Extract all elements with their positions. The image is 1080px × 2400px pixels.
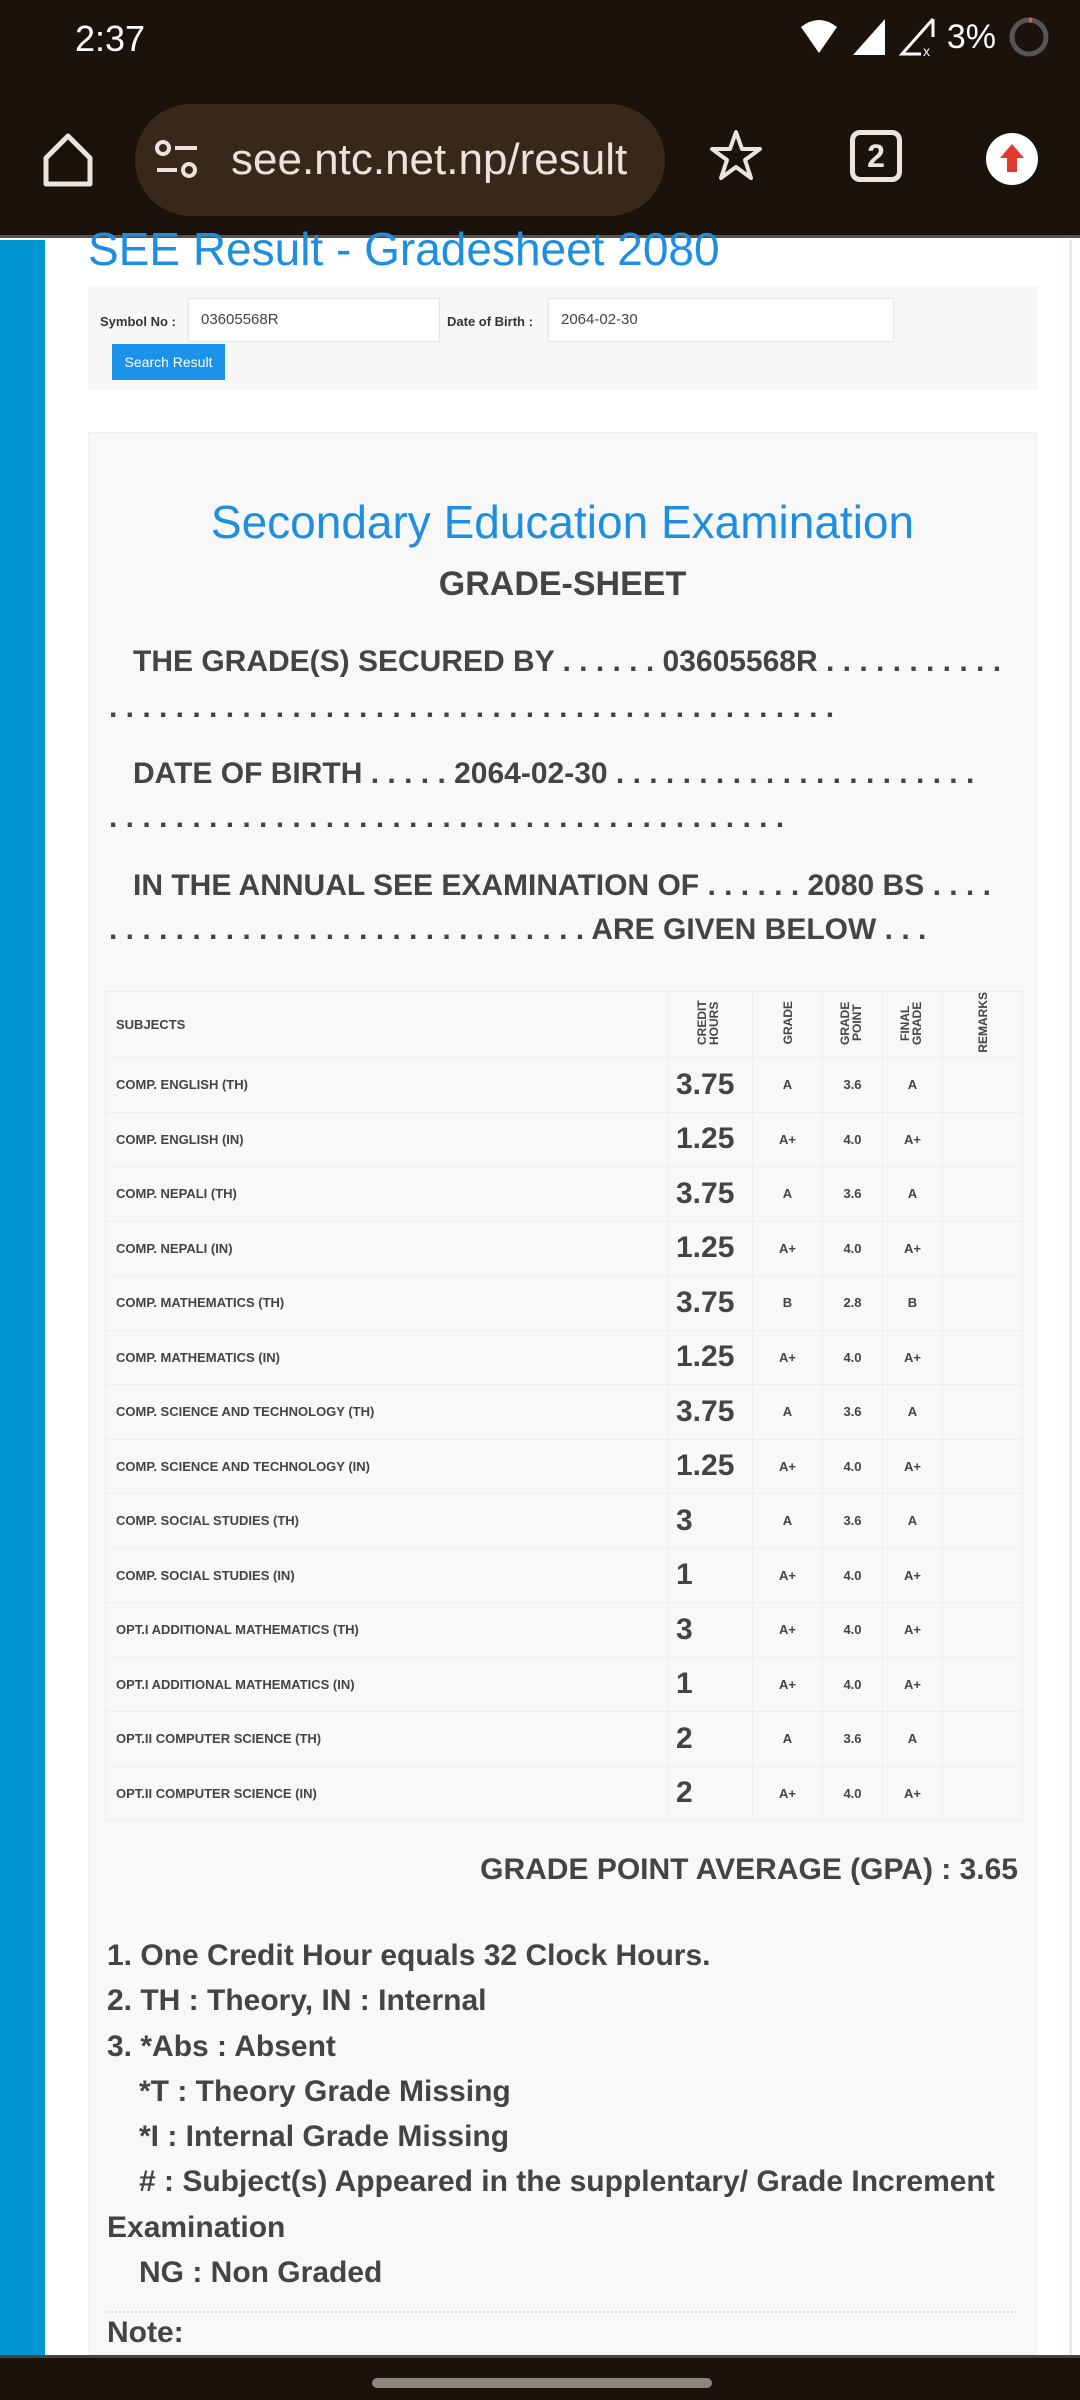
note-1: 1. One Credit Hour equals 32 Clock Hours. (107, 1939, 711, 1972)
grade-point: 4.0 (823, 1603, 883, 1658)
status-bar (0, 0, 1080, 100)
tab-count: 2 (867, 137, 885, 174)
final-grade: A+ (883, 1548, 943, 1603)
sidebar-accent (0, 240, 45, 2355)
table-row (106, 1657, 1023, 1712)
note-theory-missing: *T : Theory Grade Missing (139, 2074, 511, 2108)
note-supplementary-cont: Examination (107, 2210, 286, 2244)
final-grade: A+ (883, 1766, 943, 1821)
table-row (106, 1167, 1023, 1222)
final-grade: A+ (883, 1603, 943, 1658)
exam-line: IN THE ANNUAL SEE EXAMINATION OF . . . . . . 2080 BS . . . . (133, 869, 991, 902)
final-grade: A (883, 1385, 943, 1440)
grade-point: 2.8 (823, 1276, 883, 1331)
final-grade: A+ (883, 1112, 943, 1167)
credit-hours: 2 (668, 1766, 753, 1821)
battery-percent: 3% (946, 17, 996, 56)
grade-point: 4.0 (823, 1112, 883, 1167)
grade: A+ (753, 1112, 823, 1167)
dob-label: Date of Birth : (447, 314, 533, 329)
subject-name: OPT.I ADDITIONAL MATHEMATICS (TH) (106, 1603, 668, 1658)
table-row (106, 1439, 1023, 1494)
bookmark-star-icon[interactable] (708, 128, 764, 184)
final-grade: B (883, 1276, 943, 1331)
remarks (943, 1112, 1023, 1167)
subject-name: COMP. NEPALI (TH) (106, 1167, 668, 1222)
final-grade: A (883, 1058, 943, 1113)
grade-point: 4.0 (823, 1548, 883, 1603)
credit-hours: 3.75 (668, 1167, 753, 1222)
grades-table (105, 991, 1023, 1821)
grade-point: 4.0 (823, 1439, 883, 1494)
symbol-label: Symbol No : (100, 314, 176, 329)
grade: A+ (753, 1657, 823, 1712)
subject-name: OPT.I ADDITIONAL MATHEMATICS (IN) (106, 1657, 668, 1712)
credit-hours: 1.25 (668, 1439, 753, 1494)
navigation-bar (0, 2355, 1080, 2400)
final-grade: A (883, 1494, 943, 1549)
remarks (943, 1712, 1023, 1767)
svg-text:x: x (922, 43, 930, 57)
grade: A (753, 1494, 823, 1549)
table-row (106, 1766, 1023, 1821)
secured-by-dots: . . . . . . . . . . . . . . . . . . . . . . . . . . . . . . . . . . . . . . . . . . . . (109, 691, 835, 724)
grade-sheet (88, 432, 1037, 2355)
exam-heading: Secondary Education Examination (210, 496, 915, 548)
credit-hours: 1 (668, 1548, 753, 1603)
credit-hours: 3.75 (668, 1385, 753, 1440)
remarks (943, 1548, 1023, 1603)
grade-point: 4.0 (823, 1766, 883, 1821)
dob-dots: . . . . . . . . . . . . . . . . . . . . . . . . . . . . . . . . . . . . . . . . . (109, 801, 785, 834)
remarks (943, 1330, 1023, 1385)
grade: A (753, 1712, 823, 1767)
final-grade: A+ (883, 1439, 943, 1494)
credit-hours: 1.25 (668, 1221, 753, 1276)
subject-name: COMP. NEPALI (IN) (106, 1221, 668, 1276)
col-remarks: REMARKS (975, 992, 990, 1053)
subject-name: COMP. SOCIAL STUDIES (TH) (106, 1494, 668, 1549)
subject-name: COMP. SCIENCE AND TECHNOLOGY (TH) (106, 1385, 668, 1440)
table-row (106, 1112, 1023, 1167)
battery-icon (1008, 16, 1050, 58)
note-supplementary: # : Subject(s) Appeared in the supplentary/ Grade Increment (139, 2165, 995, 2199)
credit-hours: 1.25 (668, 1330, 753, 1385)
grade: A+ (753, 1221, 823, 1276)
grade: A+ (753, 1603, 823, 1658)
final-grade: A+ (883, 1657, 943, 1712)
grade: A+ (753, 1330, 823, 1385)
credit-hours: 3 (668, 1494, 753, 1549)
search-result-button[interactable]: Search Result (112, 344, 225, 380)
remarks (943, 1766, 1023, 1821)
grade-point: 4.0 (823, 1221, 883, 1276)
table-header (106, 992, 1023, 1058)
subject-name: COMP. MATHEMATICS (TH) (106, 1276, 668, 1331)
grade: A+ (753, 1766, 823, 1821)
gesture-handle[interactable] (372, 2378, 712, 2388)
credit-hours: 3.75 (668, 1276, 753, 1331)
grade-point: 3.6 (823, 1494, 883, 1549)
signal-icon (851, 17, 887, 57)
grade: A+ (753, 1548, 823, 1603)
status-time: 2:37 (75, 18, 146, 59)
subject-name: COMP. MATHEMATICS (IN) (106, 1330, 668, 1385)
col-credit-hours: CREDIT HOURS (695, 1000, 721, 1046)
final-grade: A+ (883, 1221, 943, 1276)
table-row (106, 1548, 1023, 1603)
address-bar[interactable] (135, 104, 665, 216)
col-grade-point: GRADE POINT (837, 1001, 864, 1045)
remarks (943, 1385, 1023, 1440)
table-row (106, 1603, 1023, 1658)
final-grade: A (883, 1167, 943, 1222)
table-row (106, 1385, 1023, 1440)
url-text[interactable]: see.ntc.net.np/result (231, 135, 628, 184)
remarks (943, 1221, 1023, 1276)
table-row (106, 1221, 1023, 1276)
note-non-graded: NG : Non Graded (139, 2256, 383, 2290)
remarks (943, 1167, 1023, 1222)
grade-point: 3.6 (823, 1058, 883, 1113)
dob-input[interactable]: 2064-02-30 (548, 298, 894, 342)
tab-switcher-button[interactable] (850, 130, 902, 182)
credit-hours: 3 (668, 1603, 753, 1658)
secured-by-line: THE GRADE(S) SECURED BY . . . . . . 03605568R . . . . . . . . . . . (133, 645, 1002, 678)
grade-point: 4.0 (823, 1657, 883, 1712)
credit-hours: 1 (668, 1657, 753, 1712)
signal-no-data-icon (899, 17, 935, 57)
grade: A (753, 1058, 823, 1113)
gradesheet-heading: GRADE-SHEET (438, 565, 687, 603)
remarks (943, 1276, 1023, 1331)
note-3: 3. *Abs : Absent (107, 2029, 336, 2063)
home-icon[interactable] (40, 130, 96, 190)
subject-name: COMP. SOCIAL STUDIES (IN) (106, 1548, 668, 1603)
table-row (106, 1058, 1023, 1113)
subject-name: OPT.II COMPUTER SCIENCE (IN) (106, 1766, 668, 1821)
grade-point: 3.6 (823, 1385, 883, 1440)
update-icon[interactable] (985, 132, 1039, 186)
credit-hours: 1.25 (668, 1112, 753, 1167)
credit-hours: 2 (668, 1712, 753, 1767)
table-row (106, 1330, 1023, 1385)
remarks (943, 1058, 1023, 1113)
subject-name: COMP. SCIENCE AND TECHNOLOGY (IN) (106, 1439, 668, 1494)
grade: A (753, 1167, 823, 1222)
remarks (943, 1494, 1023, 1549)
grade-point: 4.0 (823, 1330, 883, 1385)
table-row (106, 1276, 1023, 1331)
site-settings-icon[interactable] (153, 138, 203, 182)
subject-name: COMP. ENGLISH (TH) (106, 1058, 668, 1113)
symbol-input[interactable]: 03605568R (188, 298, 440, 342)
col-subjects: SUBJECTS (106, 992, 668, 1058)
subject-name: COMP. ENGLISH (IN) (106, 1112, 668, 1167)
note-2: 2. TH : Theory, IN : Internal (107, 1984, 487, 2018)
remarks (943, 1657, 1023, 1712)
final-grade: A+ (883, 1330, 943, 1385)
col-grade: GRADE (780, 1001, 795, 1045)
remarks (943, 1603, 1023, 1658)
search-form (88, 286, 1037, 390)
grade: A+ (753, 1439, 823, 1494)
legend-notes (107, 1933, 1017, 2295)
page-title: SEE Result - Gradesheet 2080 (88, 223, 720, 275)
wifi-icon (799, 19, 839, 55)
table-row (106, 1712, 1023, 1767)
credit-hours: 3.75 (668, 1058, 753, 1113)
gpa-value: GRADE POINT AVERAGE (GPA) : 3.65 (480, 1853, 1018, 1886)
page-edge (1069, 240, 1072, 2355)
note-heading: Note: (107, 2316, 184, 2349)
col-final-grade: FINAL GRADE (897, 1001, 924, 1045)
grade: B (753, 1276, 823, 1331)
subject-name: OPT.II COMPUTER SCIENCE (TH) (106, 1712, 668, 1767)
final-grade: A (883, 1712, 943, 1767)
grade-point: 3.6 (823, 1167, 883, 1222)
exam-dots: . . . . . . . . . . . . . . . . . . . . . . . . . . . . . ARE GIVEN BELOW . . . (109, 913, 927, 946)
grade: A (753, 1385, 823, 1440)
note-internal-missing: *I : Internal Grade Missing (139, 2120, 510, 2154)
grade-point: 3.6 (823, 1712, 883, 1767)
remarks (943, 1439, 1023, 1494)
divider (107, 2311, 1017, 2313)
table-row (106, 1494, 1023, 1549)
dob-line: DATE OF BIRTH . . . . . 2064-02-30 . . . . . . . . . . . . . . . . . . . . . . (133, 757, 975, 790)
browser-toolbar (0, 100, 1080, 238)
